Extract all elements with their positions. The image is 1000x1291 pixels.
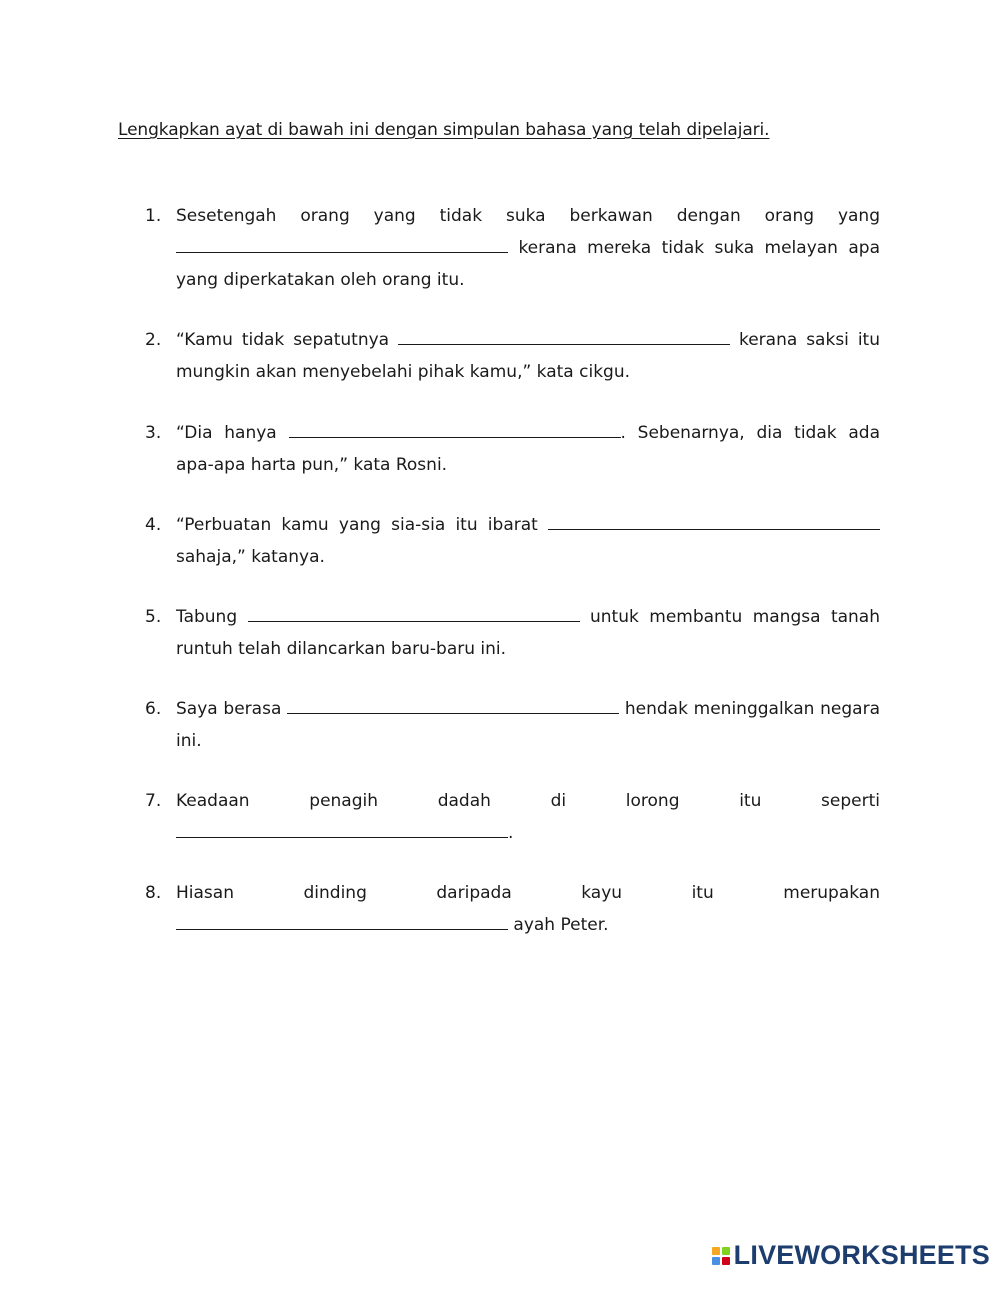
question-text: “Perbuatan kamu yang sia-sia itu ibarat — [176, 515, 538, 535]
answer-blank[interactable] — [176, 817, 508, 838]
question-number: 5. — [145, 607, 162, 627]
answer-blank[interactable] — [176, 909, 508, 930]
question-text: Hiasan dinding daripada kayu itu merupakan — [176, 883, 880, 903]
question-5 — [145, 601, 880, 665]
question-text: apa-apa harta pun,” kata Rosni. — [176, 455, 448, 475]
answer-blank[interactable] — [548, 509, 880, 530]
question-text: ini. — [176, 731, 202, 751]
question-1 — [145, 200, 880, 296]
logo-block — [722, 1257, 730, 1265]
question-number: 1. — [145, 206, 162, 226]
question-number: 7. — [145, 791, 162, 811]
question-number: 2. — [145, 330, 162, 350]
question-text: untuk membantu mangsa tanah — [590, 607, 880, 627]
answer-blank[interactable] — [398, 324, 730, 345]
question-line — [176, 601, 880, 633]
logo-blocks-icon — [712, 1247, 730, 1265]
question-text: Saya berasa — [176, 699, 282, 719]
question-2 — [145, 324, 880, 388]
answer-blank[interactable] — [289, 417, 621, 438]
question-text: mungkin akan menyebelahi pihak kamu,” kata cikgu. — [176, 362, 631, 382]
instruction-heading: Lengkapkan ayat di bawah ini dengan simpulan bahasa yang telah dipelajari. — [118, 120, 770, 140]
logo-block — [712, 1247, 720, 1255]
question-text: ayah Peter. — [513, 915, 609, 935]
answer-blank[interactable] — [287, 693, 619, 714]
answer-blank[interactable] — [176, 232, 508, 253]
question-line — [176, 909, 880, 941]
question-line — [176, 693, 880, 725]
question-text: . — [508, 823, 514, 843]
question-text: “Kamu tidak sepatutnya — [176, 330, 390, 350]
question-line — [176, 232, 880, 264]
question-line — [176, 417, 880, 449]
question-text: yang diperkatakan oleh orang itu. — [176, 270, 465, 290]
question-text: sahaja,” katanya. — [176, 547, 325, 567]
question-8 — [145, 877, 880, 941]
question-line — [176, 324, 880, 356]
question-text: “Dia hanya — [176, 423, 277, 443]
logo-text: LIVEWORKSHEETS — [733, 1240, 990, 1270]
logo-block — [712, 1257, 720, 1265]
question-number: 8. — [145, 883, 162, 903]
question-4 — [145, 509, 880, 573]
question-text: hendak meninggalkan negara — [624, 699, 881, 719]
answer-blank[interactable] — [248, 601, 580, 622]
question-7 — [145, 785, 880, 849]
question-text: . Sebenarnya, dia tidak ada — [620, 423, 880, 443]
question-3 — [145, 417, 880, 481]
question-text: Keadaan penagih dadah di lorong itu seperti — [176, 791, 880, 811]
logo-block — [722, 1247, 730, 1255]
question-line — [176, 817, 880, 849]
question-text: Tabung — [176, 607, 238, 627]
liveworksheets-logo — [712, 1240, 990, 1271]
question-text: kerana saksi itu — [738, 330, 880, 350]
question-6 — [145, 693, 880, 757]
question-number: 3. — [145, 423, 162, 443]
question-number: 4. — [145, 515, 162, 535]
question-text: runtuh telah dilancarkan baru-baru ini. — [176, 639, 507, 659]
question-number: 6. — [145, 699, 162, 719]
question-text: kerana mereka tidak suka melayan apa — [518, 238, 881, 258]
question-text: Sesetengah orang yang tidak suka berkawan dengan orang yang — [176, 206, 880, 226]
question-line — [176, 509, 880, 541]
